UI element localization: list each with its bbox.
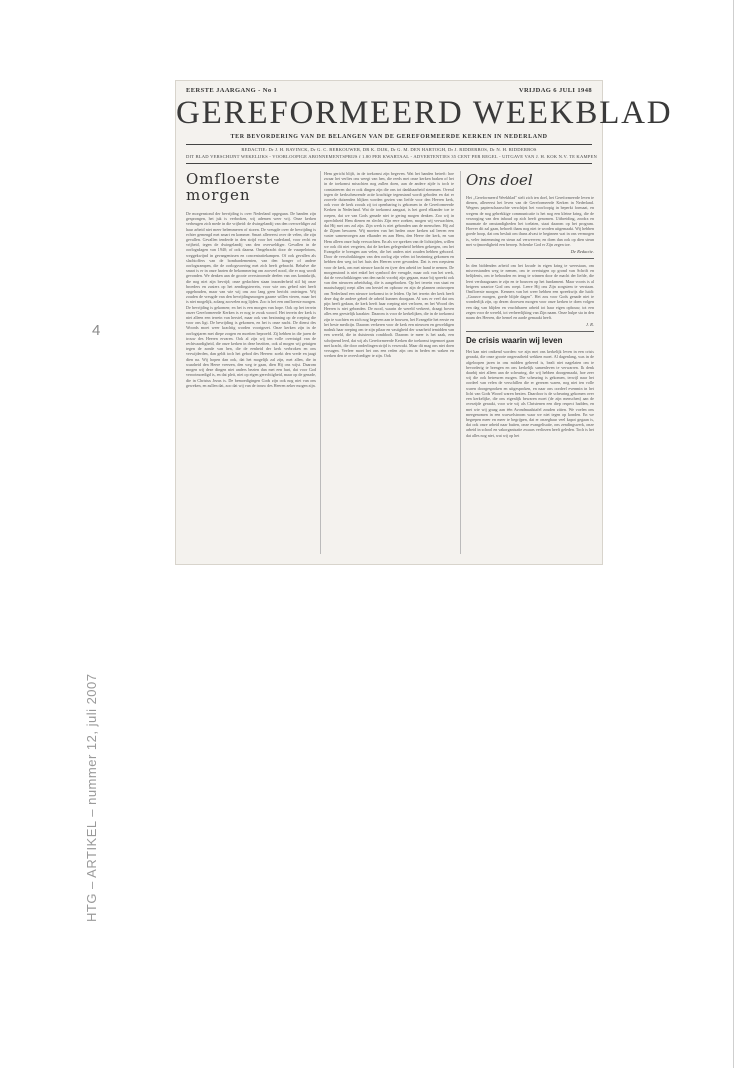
redactie-line: REDACTIE: Dr J. H. BAVINCK, Dr G. C. BERKOUWER, DR K. DIJK, Dr G. M. DEN HARTOGH, Dr J. RIDDERBOS, Dr N. H. RIDDERBOS (241, 147, 537, 152)
article-signature: De Redactie. (570, 249, 594, 255)
article-body: Het „Gereformeerd Weekblad" stelt zich ten doel, het Gereformeerde leven te dienen, allereerst het leven van de Gereformeerde Kerken in Nederland. Wegens papierschaarschte verschijnt het voorloopig in beperkt formaat, en wegens de nog gebrekkige communicatie is het nog een kleine kring, die de verzorging van den inhoud op zich heeft genomen. Uitbreiding, zoodra en naarmate de omstandigheden het toelaten, staat daarom op het program. Hoever dit zal gaan, behoeft thans nog niet te worden uitgemaakt. Wij hebben goede hoop, dat ons besluit om thans alvast te beginnen wat in ons vermogen is, veler instemming en steun zal verwerven; en doen dan ook op dien steun met vrijmoedigheid een beroep. Schenke God er Zijn zegen toe. (466, 195, 594, 247)
side-caption: HTG – ARTIKEL – nummer 12, juli 2007 (84, 673, 99, 922)
article-signature: J. R. (585, 322, 594, 328)
clipping-topbar (186, 87, 592, 94)
column-left (186, 171, 316, 554)
article-body: De morgenstond der bevrijding is over Nederland opgegaan. De banden zijn gesprongen, het juk is verbroken, wij ademen weer vrij. Onze kerken verheugen zich mede in die vrijheid: de dwingelandij van den overweldiger zal haar arbeid niet meer belemmeren of storen. De vreugde over de bevrijding is echter gemengd met smart en kommer. Smart allereerst over de velen, die zijn gevallen. Gevallen tenderde in den strijd voor het vaderland, voor recht en vrijheid, tegen de dwingelandij van den overweldiger. Gevallen in de oorlogsdagen van 1940; of ook daarna. Omgebracht door de vuurpelotons, weggekwijnd in gevangenissen en concentratiekampen. Of ook gevallen als slachtoffers van de bombardementen, van den honger of andere oorlogsrampen, die de oorlogsvoering met zich heeft gebracht. Behalve die smart is er in onze harten de bekommering om zooveel nood, die er nog wordt gevonden. We denken aan de groote overstroomde deelen van ons koninkrijk, die nog niet zijn bevrijd; onze gedachten staan inzonderheid stil bij onze broeders en zusters op het zendingsterrein, voor wie ons gebed niet heeft opgehouden, maar van wie wij ons zoo lang geen bericht ontvingen. Wij zouden de vreugde van den bevrijdingsmorgen gaarne willen vieren, maar het is niet mogelijk, zolang zoovelen nog lijden. Zoo is het een omfloerste morgen. De bevrijding is gekomen; en het is een morgen van hope. Ook op het terrein onzer Gereformeerde Kerken is er nog te zwak woord. Het terrein der kerk is niet alleen een terrein van herstel, maar ook van bezinning op de roeping die voor ons ligt. De bevrijding is gekomen, en het is onze nacht. De dienst des Woords moet weer krachtig worden voortgezet. Onze kerken zijn in de oorlogsjaren met diepe zorgen en moeiten beproefd. Zij hebben in die jaren de trouw des Heeren ervaren. Ook al zijn wij ten volle overtuigd van de rechtvaardigheid, die onze kerken in deze bezitten, ook al mogen wij getuigen tegen de zonde van hen, die de eenheid der kerk verbroken en ons verwijderden, dan geldt toch het gebod des Heeren: zoekt den vrede en jaagt dien na. Wij hopen dan ook, dat het mogelijk zal zijn, met allen, die in waarheid den Heere vreezen, den weg te gaan, dien Hij ons wijst. Daarom mogen wij deze dingen niet anders bezien dan met een hart, dat voor God verootmoedigd is, en dat pleit, niet op eigen gerechtigheid, maar op de genade, die in Christus Jezus is. De bemoedigingen Gods zijn ook nog niet van ons geweken, en zullen dat, zoo dat wij van de trouw des Heeren zeker mogen zijn. (186, 211, 316, 388)
page-edge-line (733, 0, 734, 1068)
column-divider (460, 171, 461, 554)
header-rule-bottom (186, 163, 592, 164)
article-body-continued: Hem gericht blijft, in de toekomst zijn begeven. Wat het banden betreft: hoe zwaar het verlies ons weegt van hen, die reeds met onze kerken braken of het in de toekomst misschien nog zullen doen, aan de andere zijde is toch te constateeren dat er ook dingen zijn die ons tot dankbaarheid stemmen. Overal tegen de kerkscheurende actie krachtige tegenstand wordt geboden en dat er zoovele duizenden blijken worden gezien van liefde voor den Heeren kerk, ook voor de kerk zooals zij tot openbaring is gekomen in de Gereformeerde Kerken in Nederland. Wat de toekomst aangaat, is het goed elkander toe te roepen, dat we van Gods genade niet te gering mogen denken. Zoo wij in oprechtheid Hem dienen en slechts Zijn eere zoeken, mogen wij verwachten, dat Hij met ons zal zijn. Zijn werk is niet gebonden aan de menschen. Hij zal de Zijnen bewaren. Wij moeten van het heden onze kerken zal leeren een vaster samenvoegen aan elkander en aan Hem, den Heere der kerk, en van Hem alleen onze hulp verwachten. En als we spreken van de lichtzijden, willen we ook dit niet vergeten, dat de kerken gelegenheid hebben gekregen, om het Evangelie te brengen aan velen, die het anders niet zouden hebben gehoord. Door de verschrikkingen van den oorlog zijn velen tot bezinning gekomen en hebben den weg tot het huis des Heeren weer gevonden. Dat is een roepstem voor de kerk, om met nieuwe kracht en ijver den arbeid ter hand te nemen. De morgenstond is niet enkel het symbool der vreugde, maar ook van het werk, dat de verschrikkingen van den nacht voorbij zijn gegaan, maar bij spreekt ook van den nieuwen arbeidsdag, die is aangebroken. Op het terrein van staat en maatschappij roept alles om herstel en opbouw en zijn de plannen ontworpen om Nederland een nieuwe toekomst in te leiden. Op het terrein der kerk heeft deze dag de andere gebed de arbeid kunnen doorgaan. Al was er veel dat ons pijn heeft gedaan, de kerk heeft haar roeping niet verloren, en het Woord des Heeren is niet gebonden. De nood, waarin de wereld verkeert, draagt boven alles een geestelijk karakter. Daarom is voor de kerkelijken, die in de toekomst zijn te wachten en zich nog begeven aan te bouwen, het Evangelie het eerste en het beste medicijn. Daarom verkeren voor de kerk een nieuwen en geweldigen nadruk haar roeping om te zijn pilaar en vastigheid der waarheid temidden van een wereld, die in duisternis ronddoolt. Daarom te meer is het zaak, een schrijnend leed, dat wij als Gereformeerde Kerken die toekomst tegemoet gaan met kracht, die door onderlingen strijd is verzwakt. Maar dit mag ons niet doen versagen. Veeleer moet het ons een reden zijn om in beden en waken en werken den te overvloediger te zijn. Ook (324, 171, 454, 359)
masthead: GEREFORMEERD WEEKBLAD (176, 95, 673, 131)
date-label: VRIJDAG 6 JULI 1948 (518, 87, 592, 94)
column-divider (320, 171, 321, 554)
article-body-continued: In den biddenden arbeid om het kwade in eigen kring te weerstaan, om misverstanden weg te nemen, om te overtuigen op grond van Schrift en belijdenis, om te behouden en terug te winnen door de macht der liefde, die leert verdraagzaam te zijn en te bouwen op het fundament. Maar voorts is al betgeen waartoe God ons roept. Leere Hij ons Zijn zorgstem te verstaan. Omfloerste morgen. Kenners van het weer hebben een spreekwijs die luidt: „Grauwe morgen, goede blijde dagen". Het zou voor Gods genade niet te wonderlijk zijn, op dezen doorwen morgen voor onze kerken te doen volgen een dag van blijden en vruchtbaren arbeid tot haar eigen opbouw, tot een zegen voor de wereld, tot verheerlijking van Zijn naam. Onze hulpe sta in den naam des Heeren, die hemel en aarde gemaakt heeft. (466, 263, 594, 321)
column-right (466, 171, 594, 554)
page-number: 4 (92, 322, 101, 339)
column-rule (466, 258, 594, 259)
edition-label: EERSTE JAARGANG - No 1 (186, 87, 278, 94)
newspaper-clipping (175, 80, 673, 565)
article-title-crisis: De crisis waarin wij leven (466, 336, 563, 346)
article-title-ons-doel: Ons doel (466, 171, 533, 189)
article-body: Het kan niet ontkend worden: we zijn met ons kerkelijk leven in een crisis geraakt, die onze groote ongerustheid wekken moet. Al dagenlang, was in de afgeloopen jaren in ons midden geheerd is, bealt niet nagelaten om te bevorderig te brengen en ons kerkelijk samenleven te verwarren. Ik denk daarbij niet alleen aan de scheuring, die wij hebben doorgemaakt, hoe zeer wij die ook betreuren mogen. Die scheuring is gekomen, terwijl naar het oordeel van velen de verschillen die er gerezen waren, nog niet ten volle waren doorgesproken en uitgesproken, en naar ons oordeel evenmin in het licht van Gods Woord waren bezien. Daardoor is de scheuring gekomen over een kerkelijke, die ons eigenlijk bewaren moet (de zijn menschen) aan de overzijde geraakt, voor wie wij als Christenen een diep respect hadden, en met wie wij graag aan één Avondmaalstafel zouden zitten. We voelen ons meegenomen in een warwelstroom waar we niet tegen op konden. En we begrepen meer en meer te begrijpen, dat er onzegbaar veel kapot gegaan is, dat ook onze arbeid naar buiten, onze evangelisatie, ons zendingswerk, onze arbeid in school en vakorganisatie zwaars verliezen heeft geleden. Toch is het dat alles nog niet, wat wij op het (466, 349, 594, 438)
masthead-subtitle: TER BEVORDERING VAN DE BELANGEN VAN DE GEREFORMEERDE KERKEN IN NEDERLAND (230, 134, 548, 140)
publication-info: DIT BLAD VERSCHIJNT WEKELIJKS - VOORLOOPIGE ABONNEMENTSPRIJS f 1.80 PER KWARTAAL - ADVERTENTIES 35 CENT PER REGEL - UITGAVE VAN J. H. KOK N.V. TE KAMPEN (186, 154, 598, 159)
header-rule-top (186, 144, 592, 145)
column-middle (324, 171, 454, 554)
column-rule (466, 331, 594, 332)
article-title-omfloerste-morgen: Omfloerste morgen (186, 170, 281, 204)
